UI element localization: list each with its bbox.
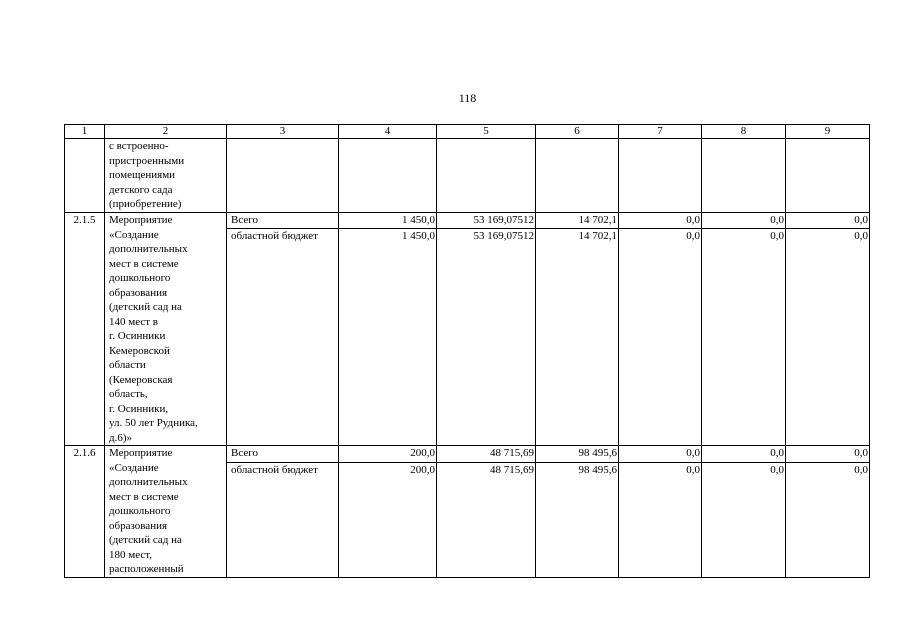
- value-cell: [536, 139, 619, 213]
- value-cell: [339, 139, 437, 213]
- source-cell: Всего: [227, 213, 339, 229]
- table-row-2-1-5-total: [65, 213, 870, 229]
- value-cell-col9: 0,0: [786, 446, 870, 463]
- value-cell-col4: 200,0: [339, 446, 437, 463]
- value-cell-col7: 0,0: [619, 463, 702, 577]
- value-cell-col7: 0,0: [619, 446, 702, 463]
- header-cell-5: 5: [437, 125, 536, 139]
- value-cell-col7: 0,0: [619, 213, 702, 229]
- value-cell: [702, 139, 786, 213]
- value-cell-col4: 1 450,0: [339, 229, 437, 446]
- table-row-2-1-6-total: [65, 446, 870, 463]
- code-cell: [65, 139, 105, 213]
- source-cell: [227, 139, 339, 213]
- value-cell-col6: 14 702,1: [536, 229, 619, 446]
- value-cell-col7: 0,0: [619, 229, 702, 446]
- header-cell-9: 9: [786, 125, 870, 139]
- source-cell: Всего: [227, 446, 339, 463]
- header-cell-6: 6: [536, 125, 619, 139]
- value-cell: [619, 139, 702, 213]
- name-cell-2-1-5: Мероприятие «Создание дополнительных мест в системе дошкольного образования (детский сад на 140 мест в г. Осинники Кемеровской области (Кемеровская область, г. Осинники, ул. 50 лет Рудника, д.6)»: [105, 213, 227, 446]
- value-cell-col8: 0,0: [702, 213, 786, 229]
- value-cell-col8: 0,0: [702, 229, 786, 446]
- value-cell-col6: 98 495,6: [536, 446, 619, 463]
- value-cell-col5: 48 715,69: [437, 446, 536, 463]
- value-cell-col8: 0,0: [702, 446, 786, 463]
- value-cell-col6: 14 702,1: [536, 213, 619, 229]
- value-cell-col5: 53 169,07512: [437, 213, 536, 229]
- value-cell-col5: 48 715,69: [437, 463, 536, 577]
- header-cell-8: 8: [702, 125, 786, 139]
- value-cell-col9: 0,0: [786, 463, 870, 577]
- code-cell-2-1-6: 2.1.6: [65, 446, 105, 578]
- value-cell-col5: 53 169,07512: [437, 229, 536, 446]
- source-cell: областной бюджет: [227, 463, 339, 577]
- source-cell: областной бюджет: [227, 229, 339, 446]
- continuation-row: [65, 139, 870, 213]
- page-number: 118: [458, 91, 477, 105]
- header-cell-4: 4: [339, 125, 437, 139]
- value-cell-col8: 0,0: [702, 463, 786, 577]
- header-cell-1: 1: [65, 125, 105, 139]
- value-cell-col9: 0,0: [786, 213, 870, 229]
- value-cell-col4: 200,0: [339, 463, 437, 577]
- value-cell-col4: 1 450,0: [339, 213, 437, 229]
- header-cell-7: 7: [619, 125, 702, 139]
- budget-table: [64, 124, 870, 578]
- continuation-name-cell: с встроенно- пристроенными помещениями детского сада (приобретение): [105, 139, 227, 213]
- value-cell-col6: 98 495,6: [536, 463, 619, 577]
- value-cell: [786, 139, 870, 213]
- header-cell-2: 2: [105, 125, 227, 139]
- header-row: [65, 125, 870, 139]
- code-cell-2-1-5: 2.1.5: [65, 213, 105, 446]
- value-cell: [437, 139, 536, 213]
- value-cell-col9: 0,0: [786, 229, 870, 446]
- header-cell-3: 3: [227, 125, 339, 139]
- name-cell-2-1-6: Мероприятие «Создание дополнительных мест в системе дошкольного образования (детский сад на 180 мест, расположенный: [105, 446, 227, 578]
